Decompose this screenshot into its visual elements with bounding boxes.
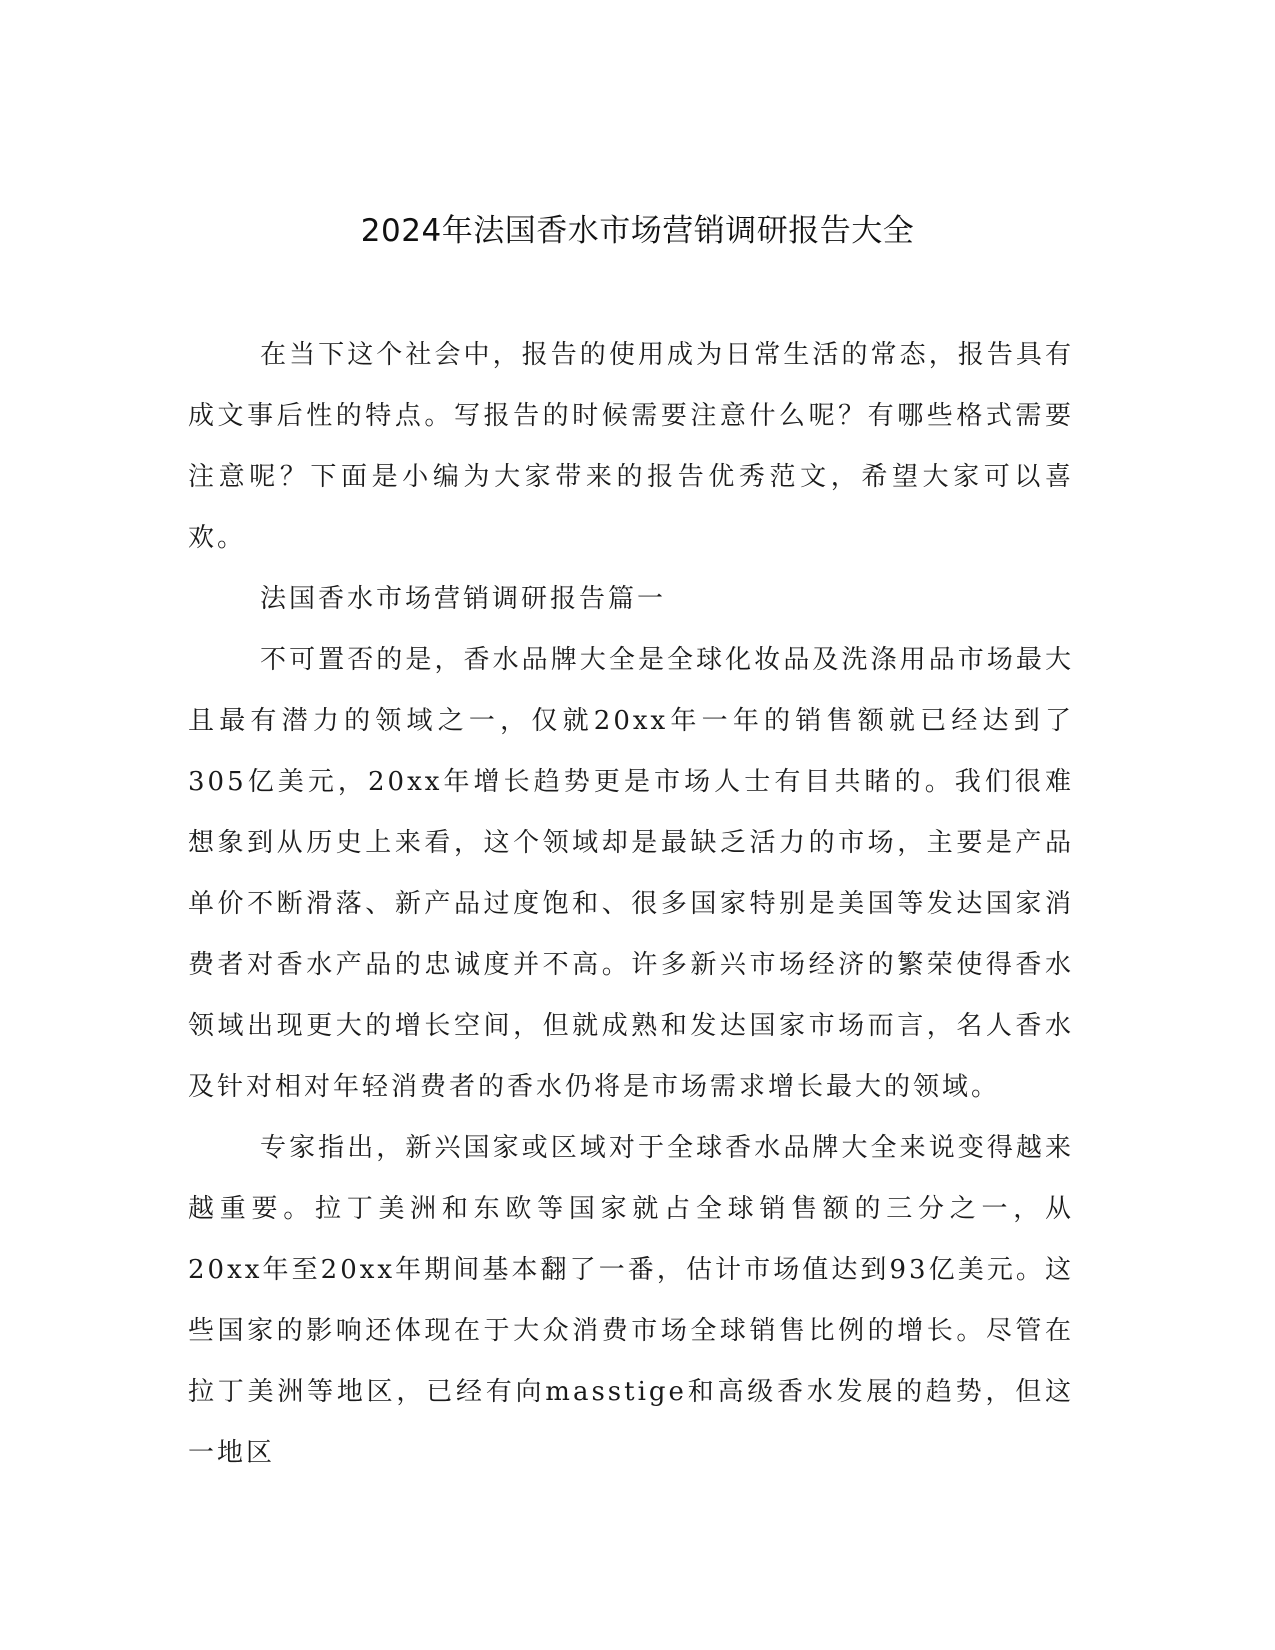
document-title: 2024年法国香水市场营销调研报告大全 — [360, 213, 915, 249]
intro-paragraph: 在当下这个社会中，报告的使用成为日常生活的常态，报告具有成文事后性的特点。写报告的时候需要注意什么呢？有哪些格式需要注意呢？下面是小编为大家带来的报告优秀范文，希望大家可以喜欢。 — [188, 340, 1074, 553]
body-paragraph: 专家指出，新兴国家或区域对于全球香水品牌大全来说变得越来越重要。拉丁美洲和东欧等国家就占全球销售额的三分之一，从20xx年至20xx年期间基本翻了一番，估计市场值达到93亿美元。这些国家的影响还体现在于大众消费市场全球销售比例的增长。尽管在拉丁美洲等地区，已经有向masstige和高级香水发展的趋势，但这一地区 — [188, 1133, 1074, 1468]
body-paragraph: 不可置否的是，香水品牌大全是全球化妆品及洗涤用品市场最大且最有潜力的领域之一，仅就20xx年一年的销售额就已经达到了305亿美元，20xx年增长趋势更是市场人士有目共睹的。我们很难想象到从历史上来看，这个领域却是最缺乏活力的市场，主要是产品单价不断滑落、新产品过度饱和、很多国家特别是美国等发达国家消费者对香水产品的忠诚度并不高。许多新兴市场经济的繁荣使得香水领域出现更大的增长空间，但就成熟和发达国家市场而言，名人香水及针对相对年轻消费者的香水仍将是市场需求增长最大的领域。 — [188, 645, 1074, 1102]
document-body — [188, 325, 1074, 1484]
section-heading: 法国香水市场营销调研报告篇一 — [260, 584, 667, 614]
